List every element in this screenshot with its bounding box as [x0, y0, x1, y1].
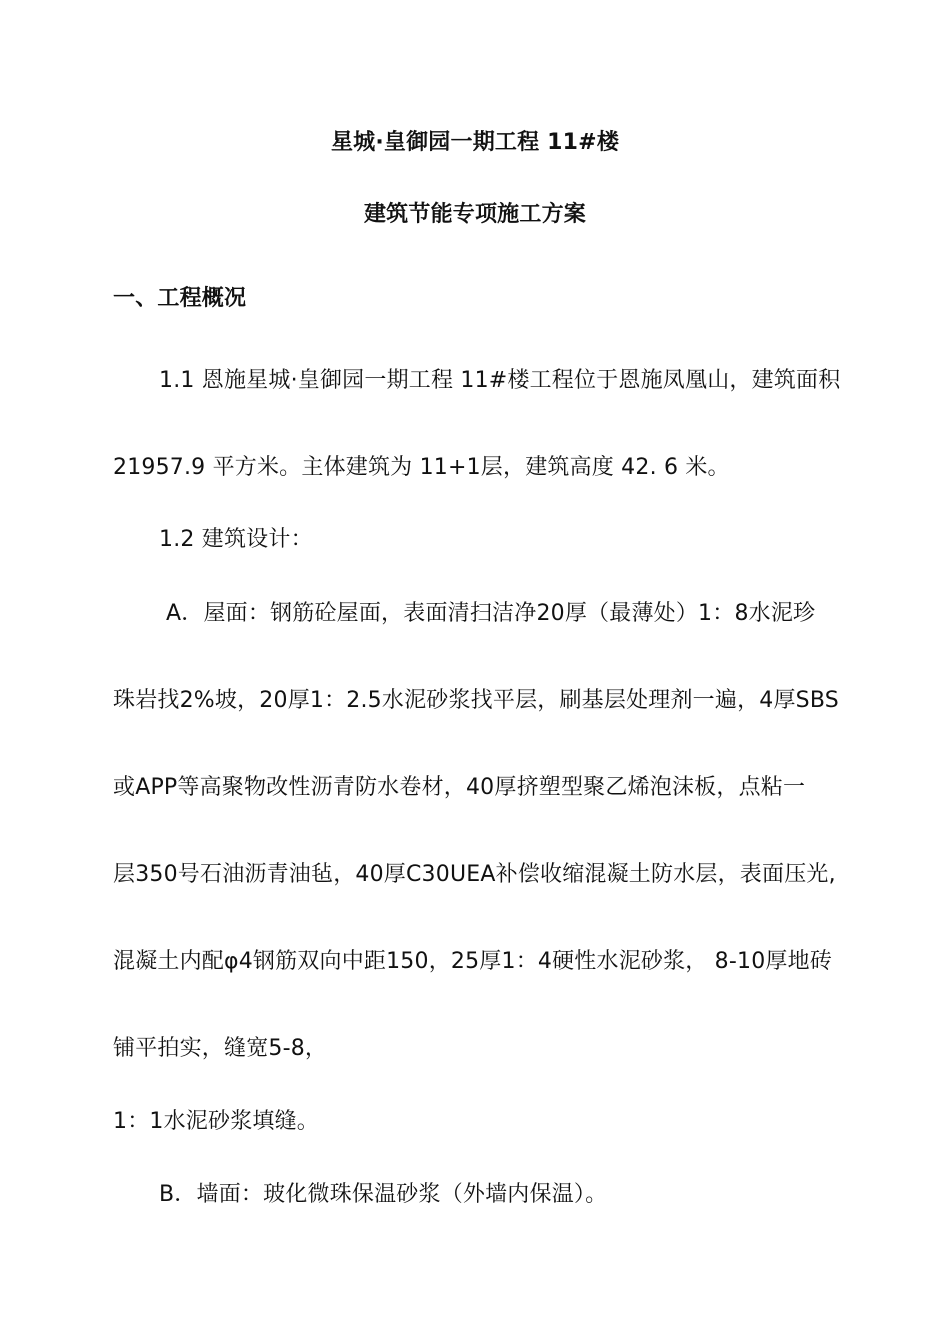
- section-heading-overview: 一、工程概况: [113, 286, 247, 311]
- paragraph-a-line1: A．屋面：钢筋砼屋面，表面清扫洁净20厚（最薄处）1：8水泥珍: [166, 601, 816, 626]
- paragraph-1-2: 1.2 建筑设计：: [159, 527, 313, 552]
- paragraph-a-line4: 层350号石油沥青油毡，40厚C30UEA补偿收缩混凝土防水层，表面压光,: [113, 862, 836, 887]
- paragraph-b: B．墙面：玻化微珠保温砂浆（外墙内保温）。: [159, 1182, 608, 1207]
- paragraph-a-line5: 混凝土内配φ4钢筋双向中距150，25厚1：4硬性水泥砂浆， 8-10厚地砖: [113, 949, 833, 974]
- paragraph-a-line7: 1：1水泥砂浆填缝。: [113, 1109, 319, 1134]
- document-title-line2: 建筑节能专项施工方案: [363, 202, 586, 227]
- paragraph-1-1-line1: 1.1 恩施星城·皇御园一期工程 11#楼工程位于恩施凤凰山，建筑面积: [159, 368, 841, 393]
- paragraph-a-line6: 铺平拍实，缝宽5-8，: [113, 1036, 328, 1061]
- document-title-line1: 星城·皇御园一期工程 11#楼: [330, 130, 620, 155]
- paragraph-a-line3: 或APP等高聚物改性沥青防水卷材，40厚挤塑型聚乙烯泡沫板，点粘一: [113, 775, 806, 800]
- paragraph-1-1-line2: 21957.9 平方米。主体建筑为 11+1层，建筑高度 42. 6 米。: [113, 455, 730, 480]
- paragraph-a-line2: 珠岩找2%坡，20厚1：2.5水泥砂浆找平层，刷基层处理剂一遍，4厚SBS: [113, 688, 839, 713]
